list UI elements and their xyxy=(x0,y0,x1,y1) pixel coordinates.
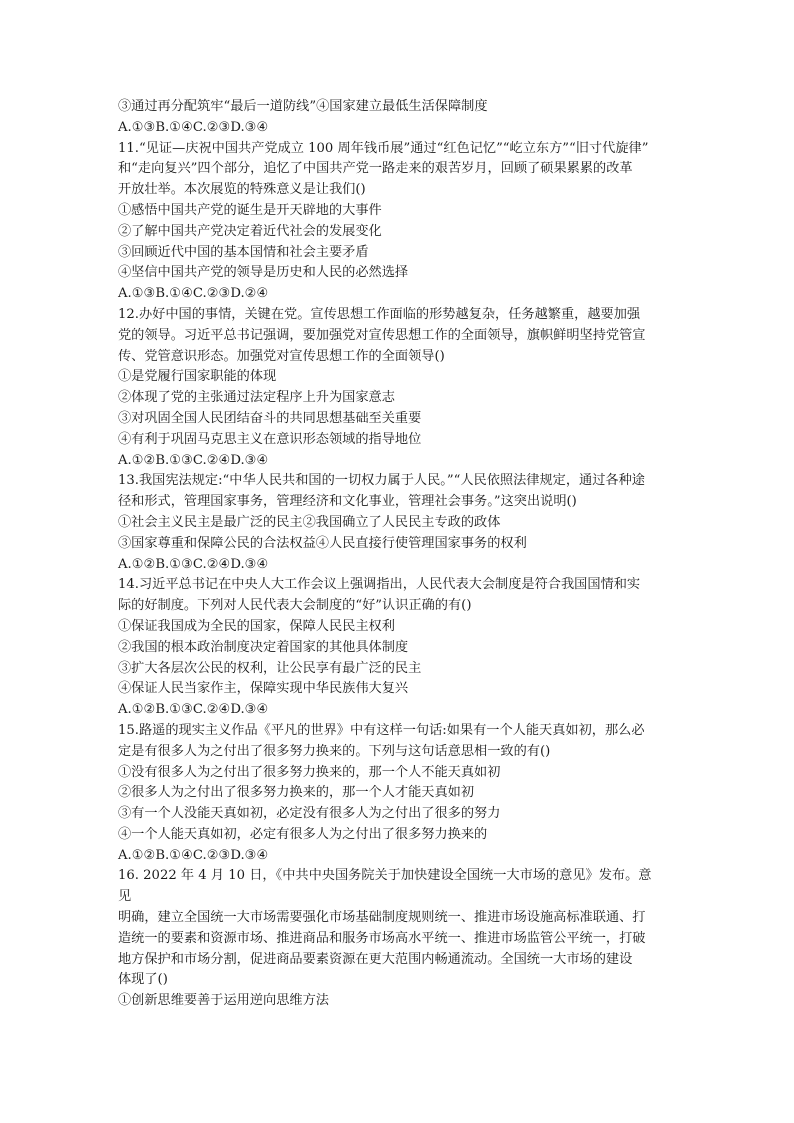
option-line: ③回顾近代中国的基本国情和社会主要矛盾 xyxy=(118,244,369,260)
option-line: ④保证人民当家作主，保障实现中华民族伟大复兴 xyxy=(118,681,409,697)
option-line: ①感悟中国共产党的诞生是开天辟地的大事件 xyxy=(118,202,382,218)
question-14-stem: 14.习近平总书记在中央人大工作会议上强调指出，人民代表大会制度是符合我国国情和实 xyxy=(118,577,641,593)
option-line: ②体现了党的主张通过法定程序上升为国家意志 xyxy=(118,390,395,406)
answer-options: A.①②B.①③C.②④D.③④ xyxy=(118,702,269,718)
answer-options: A.①③B.①④C.②③D.③④ xyxy=(118,119,269,135)
text-line: 党的领导。习近平总书记强调，要加强党对宣传思想工作的全面领导，旗帜鲜明坚持党管宣 xyxy=(118,327,646,343)
text-line: 开放壮举。本次展览的特殊意义是让我们() xyxy=(118,182,366,198)
text-line: ③通过再分配筑牢“最后一道防线”④国家建立最低生活保障制度 xyxy=(118,99,488,114)
option-line: ③有一个人没能天真如初，必定没有很多人为之付出了很多的努力 xyxy=(118,806,501,822)
question-15-stem: 15.路遥的现实主义作品《平凡的世界》中有这样一句话:如果有一个人能天真如初，那么必 xyxy=(118,722,645,738)
text-line: 造统一的要素和资源市场、推进商品和服务市场高水平统一、推进市场监管公平统一，打破 xyxy=(118,930,646,946)
text-line: 径和形式，管理国家事务，管理经济和文化事业，管理社会事务。”这突出说明() xyxy=(118,494,577,510)
answer-options: A.①③B.①④C.②③D.②④ xyxy=(118,286,269,302)
option-line: ①创新思维要善于运用逆向思维方法 xyxy=(118,993,329,1009)
text-line: 见 xyxy=(118,889,132,905)
option-line: ③对巩固全国人民团结奋斗的共同思想基础至关重要 xyxy=(118,410,422,426)
option-line: ①保证我国成为全民的国家，保障人民民主权利 xyxy=(118,618,395,634)
option-line: ④有利于巩固马克思主义在意识形态领域的指导地位 xyxy=(118,431,422,447)
question-16-stem: 16. 2022 年 4 月 10 日，《中共中央国务院关于加快建设全国统一大市场的意见》发布。意 xyxy=(118,868,652,884)
option-line: ③扩大各层次公民的权利，让公民享有最广泛的民主 xyxy=(118,660,422,676)
option-line: ④坚信中国共产党的领导是历史和人民的必然选择 xyxy=(118,265,409,281)
question-13-stem: 13.我国宪法规定:“中华人民共和国的一切权力属于人民。”“人民依照法律规定，通过各种途 xyxy=(118,473,645,489)
answer-options: A.①②B.①③C.②④D.③④ xyxy=(118,452,269,468)
option-line: ①没有很多人为之付出了很多努力换来的，那一个人不能天真如初 xyxy=(118,764,501,780)
option-line: ②很多人为之付出了很多努力换来的，那一个人才能天真如初 xyxy=(118,785,475,801)
text-line: 明确，建立全国统一大市场需要强化市场基础制度规则统一、推进市场设施高标准联通、打 xyxy=(118,910,646,926)
answer-options: A.①②B.①③C.②④D.③④ xyxy=(118,556,269,572)
option-line: ④一个人能天真如初，必定有很多人为之付出了很多努力换来的 xyxy=(118,826,488,842)
text-line: 定是有很多人为之付出了很多努力换来的。下列与这句话意思相一致的有() xyxy=(118,743,551,759)
option-line: ①是党履行国家职能的体现 xyxy=(118,369,277,385)
option-line: ②我国的根本政治制度决定着国家的其他具体制度 xyxy=(118,639,409,655)
option-line: ③国家尊重和保障公民的合法权益④人民直接行使管理国家事务的权利 xyxy=(118,535,527,551)
text-line: 地方保护和市场分割，促进商品要素资源在更大范围内畅通流动。全国统一大市场的建设 xyxy=(118,951,633,967)
option-line: ①社会主义民主是最广泛的民主②我国确立了人民民主专政的政体 xyxy=(118,514,501,530)
text-line: 传、党管意识形态。加强党对宣传思想工作的全面领导() xyxy=(118,348,445,364)
answer-options: A.①②B.①④C.②③D.③④ xyxy=(118,847,269,863)
document-page xyxy=(118,97,680,1012)
text-line: 和“走向复兴”四个部分，追忆了中国共产党一路走来的艰苦岁月，回顾了硕果累累的改革 xyxy=(118,161,633,177)
text-line: 体现了() xyxy=(118,972,168,988)
question-12-stem: 12.办好中国的事情，关键在党。宣传思想工作面临的形势越复杂，任务越繁重，越要加强 xyxy=(118,306,641,322)
text-line: 际的好制度。下列对人民代表大会制度的“好”认识正确的有() xyxy=(118,598,472,614)
question-11-stem: 11.“见证—庆祝中国共产党成立 100 周年钱币展”通过“红色记忆”“屹立东方”“旧寸代旋律” xyxy=(118,140,649,156)
option-line: ②了解中国共产党决定着近代社会的发展变化 xyxy=(118,223,382,239)
